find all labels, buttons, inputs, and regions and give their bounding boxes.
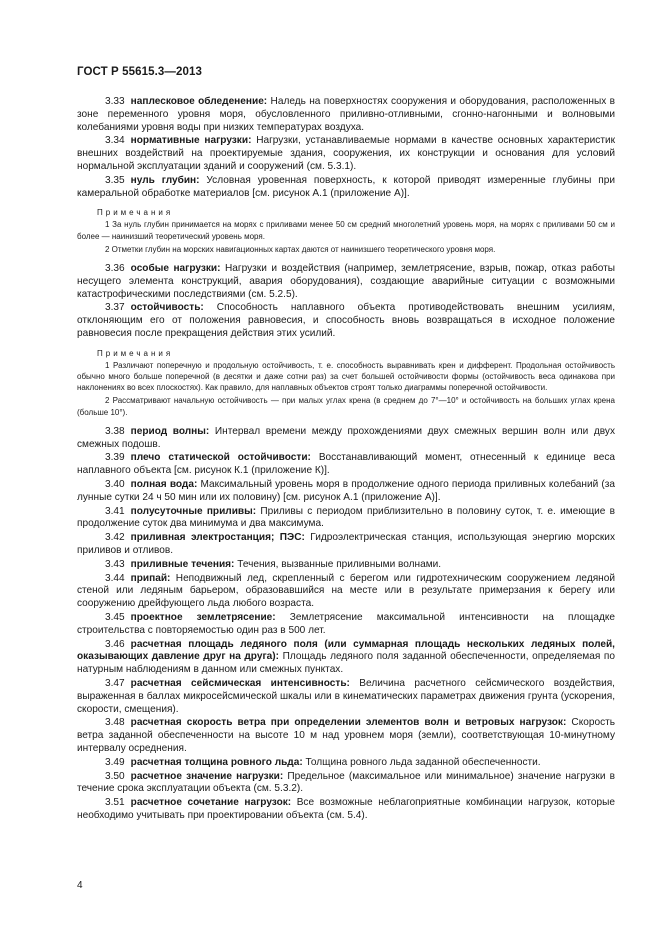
term-number: 3.37	[105, 302, 125, 314]
terms-block-2	[77, 263, 615, 341]
term-text: Приливы с периодом приблизительно в половину суток, т. е. имеющие в продолжение суток два минимума и два максимума.	[77, 505, 616, 530]
document-header: ГОСТ Р 55615.3—2013	[77, 66, 202, 78]
term-definition	[77, 506, 615, 532]
term-number: 3.41	[105, 505, 125, 517]
terms-block-3	[77, 426, 615, 823]
term-text: Восстанавливающий момент, отнесенный к единице веса наплавного объекта [см. рисунок К.1 (приложение К)].	[77, 452, 616, 477]
term-name: расчетное значение нагрузки:	[130, 770, 284, 782]
term-name: проектное землетрясение:	[130, 611, 276, 623]
notes-block-1	[77, 208, 615, 255]
term-definition	[77, 532, 615, 558]
term-number: 3.51	[105, 797, 125, 809]
term-text: Скорость ветра заданной обеспеченности на высоте 10 м над уровнем моря (земли), соответствующая 10-минутному интервалу осреднения.	[77, 717, 616, 754]
term-name: полусуточные приливы:	[130, 505, 257, 517]
term-number: 3.45	[105, 611, 125, 623]
term-name: приливные течения:	[130, 558, 235, 570]
term-number: 3.39	[105, 452, 125, 464]
term-definition	[77, 175, 615, 201]
term-number: 3.36	[105, 262, 125, 274]
term-number: 3.40	[105, 478, 125, 490]
term-name: остойчивость:	[130, 302, 204, 314]
term-definition	[77, 797, 615, 823]
term-definition	[77, 717, 615, 755]
term-text: Способность наплавного объекта противодействовать внешним усилиям, отклоняющим его от положения равновесия, и способность вновь возвращаться в исходное положение равновесия после прекращения действия этих усилий.	[77, 302, 615, 339]
term-definition	[77, 757, 615, 770]
note-item: 1 Различают поперечную и продольную остойчивость, т. е. способность выравнивать крен и дифферент. Продольная остойчивость обычно много больше поперечной (в десятки и даже сотни раз) за счет большей остойчивости формы (остойчивость веса одинакова при наклонениях во всех плоскостях). Как правило, для наплавных объектов строят только диаграммы поперечной остойчивости.	[77, 360, 615, 393]
term-text: Площадь ледяного поля заданной обеспеченности, определяемая по натурным наблюдениям в данном или смежных пунктах.	[77, 651, 615, 676]
term-number: 3.35	[105, 174, 125, 186]
term-name: расчетная сейсмическая интенсивность:	[130, 677, 350, 689]
term-name: расчетная площадь ледяного поля (или суммарная площадь нескольких ледяных полей, оказывающих давление друг на друга):	[77, 638, 615, 663]
term-definition	[77, 452, 615, 478]
term-definition	[77, 96, 615, 134]
term-number: 3.33	[105, 96, 125, 107]
note-item: 2 Рассматривают начальную остойчивость — при малых углах крена (в среднем до 7°—10° и остойчивость на больших углах крена (больше 10°).	[77, 396, 615, 417]
term-number: 3.48	[105, 717, 125, 729]
term-text: Гидроэлектрическая станция, использующая энергию морских приливов и отливов.	[77, 532, 615, 556]
term-text: Землетрясение максимальной интенсивности на площадке строительства с повторяемостью один раз в 500 лет.	[77, 611, 615, 636]
term-text: Нагрузки и воздействия (например, землетрясение, взрыв, пожар, отказ работы несущего элемента конструкций, авария оборудования), создающие аварийные ситуации с возможными катастрофическими последствиями (см. 5.2.5).	[77, 262, 616, 300]
term-name: полная вода:	[130, 478, 198, 490]
term-text: Наледь на поверхностях сооружения и оборудования, расположенных в зоне переменного уровня моря, обусловленного приливно-отливными, сгонно-нагонными и волновыми колебаниями уровня воды при низких температурах воздуха.	[77, 96, 615, 133]
notes-block-2	[77, 349, 615, 418]
note-item: 1 За нуль глубин принимается на морях с приливами менее 50 см средний многолетний уровень моря, на морях с приливами 50 см и более — наинизший теоретический уровень моря.	[77, 220, 615, 241]
notes-title: Примечания	[97, 348, 174, 358]
term-text: Все возможные неблагоприятные комбинации нагрузок, которые необходимо учитывать при проектировании объекта (см. 5.4).	[77, 797, 615, 821]
term-definition	[77, 479, 615, 505]
term-text: Неподвижный лед, скрепленный с берегом или гидротехническим сооружением ледяной стеной или ледяным барьером, образовавшийся на месте или в результате примерзания к берегу или сооружению дрейфующего льда любого возраста.	[77, 572, 615, 610]
page-number: 4	[77, 880, 83, 891]
term-text: Толщина ровного льда заданной обеспеченности.	[302, 756, 541, 768]
term-number: 3.42	[105, 532, 125, 544]
terms-block-1	[77, 96, 615, 200]
term-number: 3.38	[105, 425, 125, 437]
document-body	[77, 96, 615, 824]
term-definition	[77, 771, 615, 797]
term-text: Нагрузки, устанавливаемые нормами в качестве основных характеристик внешних воздействий на проектируемые здания, сооружения, их конструкции и основания для условий нормальной эксплуатации зданий и сооружений (см. 5.3.1).	[77, 135, 616, 172]
term-definition	[77, 612, 615, 638]
term-name: расчетное сочетание нагрузок:	[130, 797, 292, 809]
term-name: период волны:	[130, 425, 210, 437]
term-definition	[77, 639, 615, 677]
term-number: 3.34	[105, 135, 125, 147]
term-number: 3.43	[105, 558, 125, 570]
term-name: припай:	[130, 572, 171, 584]
term-name: приливная электростанция; ПЭС:	[130, 532, 305, 544]
term-definition	[77, 573, 615, 611]
term-name: нуль глубин:	[130, 174, 200, 186]
term-text: Величина расчетного сейсмического воздействия, выраженная в баллах микросейсмической шкалы или в кинематических параметрах движения грунта (ускорения, скорости, смещения).	[77, 677, 615, 715]
term-text: Предельное (максимальное или минимальное) значение нагрузки в течение срока эксплуатации объекта (см. 5.3.2).	[77, 770, 615, 795]
term-name: особые нагрузки:	[130, 262, 221, 274]
term-number: 3.44	[105, 572, 125, 584]
term-definition	[77, 678, 615, 716]
term-number: 3.50	[105, 770, 125, 782]
term-name: наплесковое обледенение:	[130, 96, 268, 107]
term-text: Интервал времени между прохождениями двух смежных вершин волн или двух смежных подошв.	[77, 425, 615, 450]
term-name: расчетная толщина ровного льда:	[130, 756, 303, 768]
term-name: нормативные нагрузки:	[130, 135, 252, 147]
notes-title: Примечания	[97, 208, 174, 218]
term-text: Максимальный уровень моря в продолжение одного периода приливных колебаний (за лунные сутки 24 ч 50 мин или их половину) [см. рисунок А.1 (приложение А)].	[77, 478, 615, 503]
term-definition	[77, 426, 615, 452]
term-definition	[77, 559, 615, 572]
term-definition	[77, 263, 615, 301]
term-number: 3.47	[105, 677, 125, 689]
term-name: расчетная скорость ветра при определении элементов волн и ветровых нагрузок:	[130, 717, 567, 729]
term-text: Условная уровенная поверхность, к которой приводят измеренные глубины при камеральной обработке материалов [см. рисунок А.1 (приложение А)].	[77, 174, 615, 199]
term-number: 3.49	[105, 756, 125, 768]
note-item: 2 Отметки глубин на морских навигационных картах даются от наинизшего теоретического уровня моря.	[105, 244, 496, 254]
term-definition	[77, 135, 615, 173]
term-name: плечо статической остойчивости:	[130, 452, 311, 464]
term-number: 3.46	[105, 638, 125, 650]
term-definition	[77, 302, 615, 340]
term-text: Течения, вызванные приливными волнами.	[234, 558, 442, 570]
